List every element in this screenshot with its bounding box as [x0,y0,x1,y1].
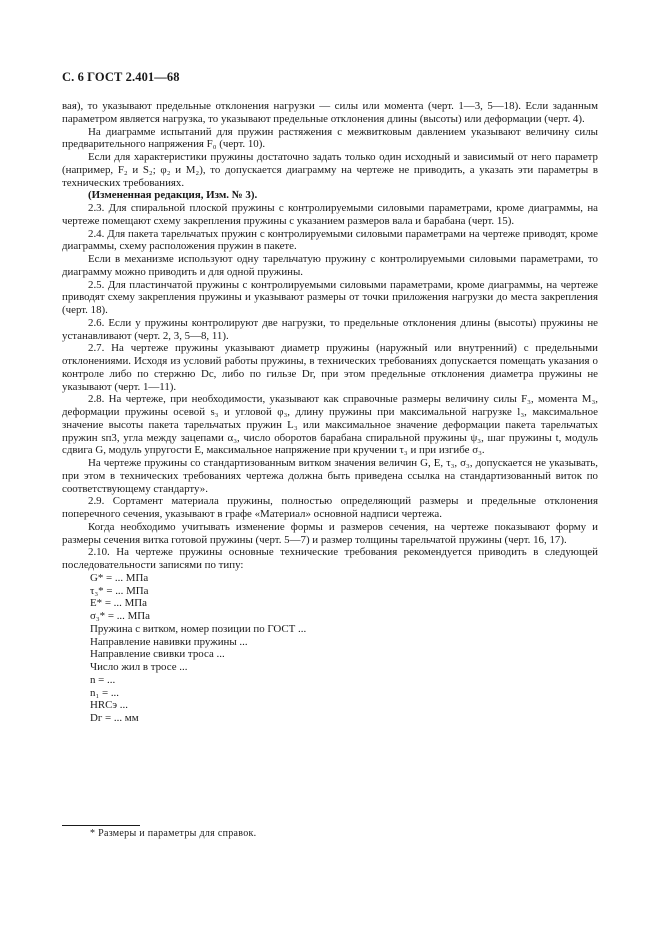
amendment-note: (Измененная редакция, Изм. № 3). [88,189,258,202]
paragraph: 2.5. Для пластинчатой пружины с контролируемыми силовыми параметрами, кроме диаграммы, на чертеже приводят схему закрепления пружины и указывают размеры от точки приложения нагрузки до места закрепления (черт. 18). [62,278,598,316]
list-item: Направление свивки троса ... [90,648,225,661]
paragraph: 2.4. Для пакета тарельчатых пружин с контролируемыми силовыми параметрами на чертеже приводят, кроме диаграммы, схему расположения пружин в пакете. [62,227,598,253]
requirements-list [62,572,598,725]
paragraph: 2.3. Для спиральной плоской пружины с контролируемыми силовыми параметрами, кроме диаграммы, на чертеже помещают схему закрепления пружины с указанием размеров вала и барабана (черт. 15). [62,202,598,227]
list-item: Dг = ... мм [90,712,139,724]
paragraph: вая), то указывают предельные отклонения нагрузки — силы или момента (черт. 1—3, 5—18). Если заданным параметром является нагрузка, то указывают предельные отклонения длины (высоты) или деформации (черт. 4). [62,100,598,125]
paragraph: 2.6. Если у пружины контролируют две нагрузки, то предельные отклонения длины (высоты) пружины не устанавливают (черт. 2, 3, 5—8, 11). [62,316,598,342]
paragraph: Когда необходимо учитывать изменение формы и размеров сечения, на чертеже показывают форму и размеры сечения витка готовой пружины (черт. 5—7) и размер толщины тарельчатой пружины (черт. 16, 17). [62,520,598,546]
list-item: Число жил в тросе ... [90,661,188,673]
list-item: n₁ = ... [90,686,119,699]
list-item: τ₃* = ... МПа [90,584,149,597]
footnote-divider [62,825,140,826]
list-item: E* = ... МПа [90,597,147,610]
list-item: Пружина с витком, номер позиции по ГОСТ ... [90,622,307,635]
paragraph: Если для характеристики пружины достаточно задать только один исходный и зависимый от него параметр (например, F₂ и S₂; φ₂ и M₂), то допускается диаграмму на чертеже не приводить, а указать эти параметры в технических требованиях. [62,151,598,189]
page-header: С. 6 ГОСТ 2.401—68 [62,70,180,84]
list-item: G* = ... МПа [90,571,149,584]
paragraph: Если в механизме используют одну тарельчатую пружину с контролируемыми силовыми параметрами, то диаграмму можно приводить и для одной пружины. [62,253,598,278]
list-item: n = ... [90,673,116,686]
body-text [62,100,598,725]
list-item: Направление навивки пружины ... [90,635,248,648]
list-item: σ₃* = ... МПа [90,610,150,622]
paragraph: 2.7. На чертеже пружины указывают диаметр пружины (наружный или внутренний) с предельными отклонениями. Исходя из условий работы пружины, в технических требованиях допускается помещать указания о контроле либо по стержню Dс, либо по гильзе Dг, при этом предельные отклонения диаметра пружины не указывают (черт. 1—11). [62,342,598,393]
paragraph: 2.8. На чертеже, при необходимости, указывают как справочные размеры величину силы F₃, момента M₃, деформации пружины осевой s₃ и угловой φ₃, длину пружины при максимальной нагрузке l₃, максимальное значение высоты пакета тарельчатых пружин L₃ или максимальное значение деформации пакета тарельчатых пружин sп3, угла между зацепами α₃, число оборотов барабана спиральной пружины ψ₃, шаг пружины t, модуль сдвига G, модуль упругости E, максимальное напряжение при кручении τ₃ и при изгибе σ₃. [62,393,598,457]
paragraph: На чертеже пружины со стандартизованным витком значения величин G, E, τ₃, σ₃, допускается не указывать, при этом в технических требованиях чертежа должна быть приведена ссылка на стандартизованный виток по соответствующему стандарту». [62,457,598,495]
paragraph: 2.9. Сортамент материала пружины, полностью определяющий размеры и предельные отклонения поперечного сечения, указывают в графе «Материал» основной надписи чертежа. [62,495,598,520]
paragraph: На диаграмме испытаний для пружин растяжения с межвитковым давлением указывают величину силы предварительного напряжения F₀ (черт. 10). [62,125,598,151]
list-item: HRCэ ... [90,699,128,712]
paragraph: 2.10. На чертеже пружины основные технические требования рекомендуется приводить в следующей последовательности записями по типу: [62,546,598,571]
footnote: * Размеры и параметры для справок. [90,828,257,839]
